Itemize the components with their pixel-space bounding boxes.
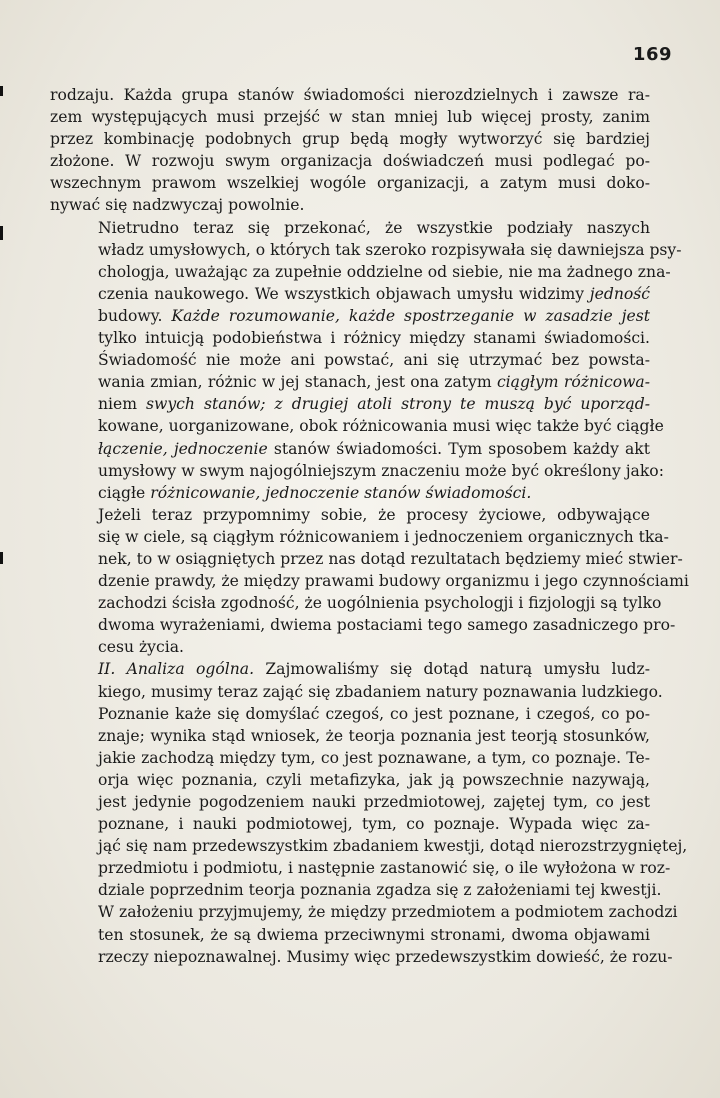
text-line: znaje; wynika stąd wniosek, że teorja poznania jest teorją stosunków,	[98, 726, 650, 745]
left-edge-mark	[0, 552, 3, 564]
text-line: poznane, i nauki podmiotowej, tym, co poznaje. Wypada więc za-	[98, 815, 650, 834]
text-line: władz umysłowych, o których tak szeroko rozpisywała się dawniejsza psy-	[98, 240, 682, 259]
text-line: umysłowy w swym najogólniejszym znaczeniu może być określony jako:	[98, 461, 664, 480]
text-line: rzeczy niepoznawalnej. Musimy więc przedewszystkim dowieść, że rozu-	[98, 947, 673, 966]
text-line: nek, to w osiągniętych przez nas dotąd rezultatach będziemy mieć stwier-	[98, 549, 683, 568]
text-line: zachodzi ścisła zgodność, że uogólnienia psychologji i fizjologji są tylko	[98, 594, 662, 613]
paragraph	[50, 84, 650, 217]
text-line: dwoma wyrażeniami, dwiema postaciami tego samego zasadniczego pro-	[98, 616, 676, 635]
text-line: przez kombinację podobnych grup będą mogły wytworzyć się bardziej	[50, 130, 650, 149]
text-line: czenia naukowego. We wszystkich objawach umysłu widzimy jedność	[98, 284, 650, 303]
paragraph	[50, 504, 689, 659]
page-number: 169	[632, 44, 672, 65]
text-line: wszechnym prawom wszelkiej wogóle organizacji, a zatym musi doko-	[50, 174, 650, 193]
text-line: łączenie, jednoczenie stanów świadomości. Tym sposobem każdy akt	[98, 439, 650, 458]
text-line: W założeniu przyjmujemy, że między przedmiotem a podmiotem zachodzi	[98, 903, 678, 922]
text-line: Świadomość nie może ani powstać, ani się utrzymać bez powsta-	[98, 351, 650, 370]
text-line: II. Analiza ogólna. Zajmowaliśmy się dotąd naturą umysłu ludz-	[98, 660, 651, 679]
text-line: kiego, musimy teraz zająć się zbadaniem natury poznawania ludzkiego.	[98, 682, 663, 701]
paragraph	[50, 658, 688, 967]
text-line: rodzaju. Każda grupa stanów świadomości nierozdzielnych i zawsze ra-	[50, 86, 650, 104]
text-line: złożone. W rozwoju swym organizacja doświadczeń musi podlegać po-	[50, 152, 650, 171]
text-line: Poznanie każe się domyślać czegoś, co jest poznane, i czegoś, co po-	[98, 704, 650, 723]
left-edge-mark	[0, 226, 3, 240]
text-line: chologja, uważając za zupełnie oddzielne od siebie, nie ma żadnego zna-	[98, 262, 671, 281]
body-text	[50, 84, 689, 968]
text-line: budowy. Każde rozumowanie, każde spostrzeganie w zasadzie jest	[98, 306, 650, 325]
text-line: orja więc poznania, czyli metafizyka, jak ją powszechnie nazywają,	[98, 770, 650, 789]
paragraph	[50, 217, 682, 504]
left-edge-mark	[0, 86, 3, 96]
text-line: cesu życia.	[98, 638, 184, 657]
text-line: niem swych stanów; z drugiej atoli strony te muszą być uporząd-	[98, 395, 650, 414]
text-line: kowane, uorganizowane, obok różnicowania musi więc także być ciągłe	[98, 417, 664, 436]
text-line: jakie zachodzą między tym, co jest poznawane, a tym, co poznaje. Te-	[98, 748, 650, 767]
text-line: nywać się nadzwyczaj powolnie.	[50, 196, 305, 215]
text-line: Nietrudno teraz się przekonać, że wszystkie podziały naszych	[98, 218, 650, 237]
text-line: zem występujących musi przejść w stan mniej lub więcej prosty, zanim	[50, 108, 650, 127]
text-line: ciągłe różnicowanie, jednoczenie stanów świadomości.	[98, 483, 532, 502]
text-line: dziale poprzednim teorja poznania zgadza się z założeniami tej kwestji.	[98, 881, 662, 900]
text-line: się w ciele, są ciągłym różnicowaniem i jednoczeniem organicznych tka-	[98, 527, 669, 546]
text-line: tylko intuicją podobieństwa i różnicy między stanami świadomości.	[98, 329, 650, 348]
text-line: Jeżeli teraz przypomnimy sobie, że procesy życiowe, odbywające	[98, 505, 650, 524]
text-line: wania zmian, różnic w jej stanach, jest ona zatym ciągłym różnicowa-	[98, 373, 650, 392]
text-line: jest jedynie pogodzeniem nauki przedmiotowej, zajętej tym, co jest	[98, 793, 650, 811]
text-line: przedmiotu i podmiotu, i następnie zastanowić się, o ile wyłożona w roz-	[98, 859, 671, 878]
text-line: ten stosunek, że są dwiema przeciwnymi stronami, dwoma objawami	[98, 925, 650, 944]
text-line: jąć się nam przedewszystkim zbadaniem kwestji, dotąd nierozstrzygniętej,	[98, 837, 688, 856]
text-line: dzenie prawdy, że między prawami budowy organizmu i jego czynnościami	[98, 572, 689, 591]
